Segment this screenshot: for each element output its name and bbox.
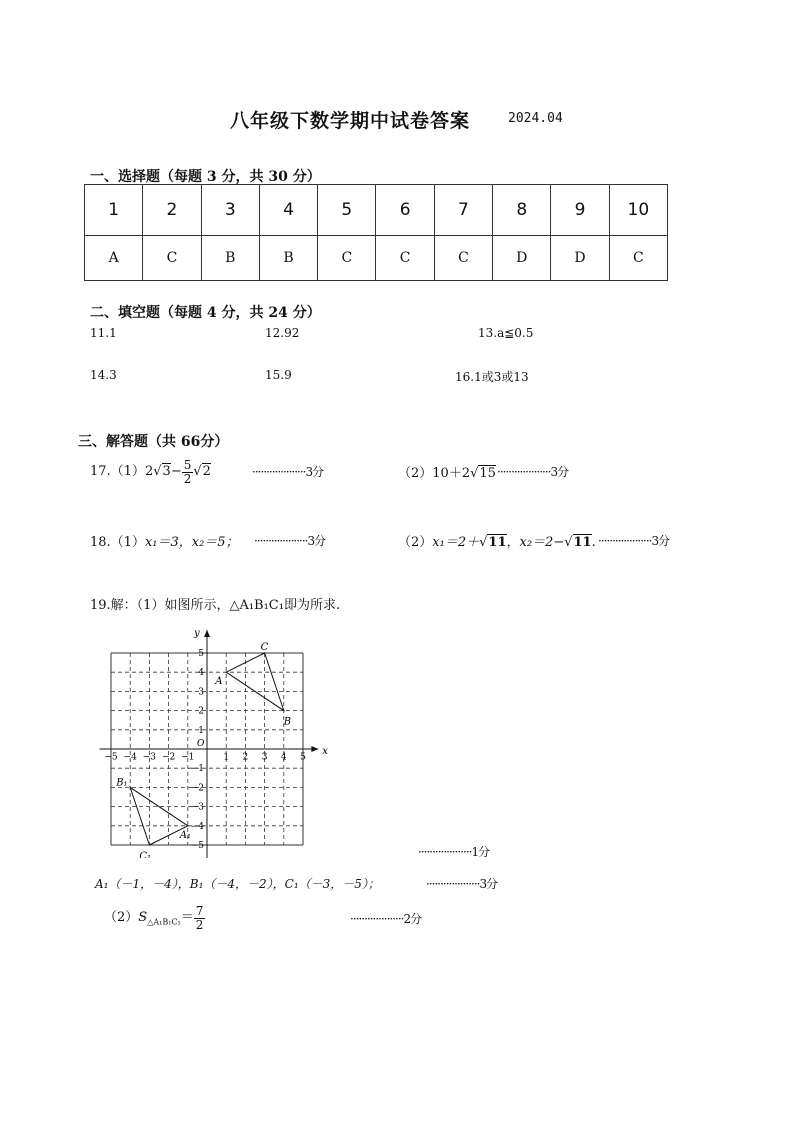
q17-part2-radicand: 15	[479, 466, 496, 481]
x-tick-label: 2	[242, 752, 249, 763]
section1-heading: 一、选择题（每题 3 分，共 30 分）	[90, 169, 321, 185]
question-number: 2	[143, 185, 201, 236]
x-tick-label: 3	[261, 752, 268, 763]
q17-part1: 17.（1）2√3− $\frac{5}{2}$ √2	[90, 457, 211, 486]
question-number: 8	[493, 185, 551, 236]
q19-intro: 19.解：（1）如图所示，△A₁B₁C₁即为所求.	[90, 598, 341, 613]
y-tick-label: −4	[190, 821, 204, 832]
q18-part1	[90, 531, 239, 550]
y-tick-label: −3	[190, 802, 204, 813]
answer-choice: D	[493, 236, 551, 281]
q18-part2-radicand-b: 11	[573, 535, 592, 550]
graph-tick-labels	[104, 649, 306, 851]
q19-coordinates: A₁（－1，－4），B₁（－4，－2），C₁（－3，－5）；	[95, 877, 380, 891]
question-number: 6	[376, 185, 434, 236]
origin-label: O	[197, 739, 205, 749]
answer-table-letters-row	[85, 236, 668, 281]
x-tick-label: 1	[223, 752, 230, 763]
q19-area-symbol: S	[138, 910, 148, 925]
q19-equals: ＝	[180, 910, 194, 925]
page-title: 八年级下数学期中试卷答案	[230, 110, 471, 132]
q17-part1-label: 17.（1）	[90, 464, 145, 479]
x-tick-label: −3	[142, 752, 157, 763]
answer-choice: C	[143, 236, 201, 281]
q18-part2-score: ···················3分	[598, 534, 670, 548]
y-tick-label: 1	[198, 725, 204, 736]
triangle-a1b1c1-vertex-label: A₁	[179, 829, 192, 841]
q18-part1-label: 18.（1）	[90, 535, 145, 550]
question-number: 1	[85, 185, 143, 236]
q17-radicand-2: 2	[202, 464, 211, 479]
y-tick-label: 5	[198, 649, 204, 659]
x-axis-arrow	[311, 746, 318, 752]
q17-part2: （2）10＋2√15	[398, 466, 496, 481]
question-number: 4	[259, 185, 317, 236]
q18-part2: （2）x₁＝2＋√11，x₂＝2−√11.	[398, 535, 596, 550]
fill-answer-15: 15.9	[265, 368, 292, 382]
y-axis-arrow	[204, 630, 210, 637]
x-axis-label: x	[322, 746, 328, 757]
y-tick-label: 2	[198, 706, 204, 717]
x-tick-label: −5	[104, 752, 118, 763]
triangle-abc-vertex-label: A	[215, 676, 223, 688]
y-tick-label: −2	[190, 783, 204, 794]
x-tick-label: −4	[123, 752, 137, 763]
answer-choice: C	[318, 236, 376, 281]
x-tick-label: 5	[300, 752, 306, 763]
q18-part2-radicand-a: 11	[488, 535, 507, 550]
question-number: 9	[551, 185, 609, 236]
q18-part1-expr: x₁＝3，x₂＝5；	[144, 535, 239, 550]
q19-part2	[104, 900, 205, 936]
q17-fraction	[182, 459, 194, 485]
x-tick-label: −2	[161, 752, 176, 763]
y-tick-label: −5	[190, 841, 204, 851]
section2-heading: 二、填空题（每题 4 分，共 24 分）	[90, 305, 321, 321]
question-number: 5	[318, 185, 376, 236]
q17-part1-score: ···················3分	[252, 465, 324, 479]
q19-area-fraction	[194, 905, 206, 931]
y-axis-label: y	[194, 627, 200, 639]
question-number: 3	[201, 185, 259, 236]
section3-heading: 三、解答题（共 66分）	[78, 434, 229, 450]
q18-part1-score: ···················3分	[254, 534, 326, 548]
triangle-a1b1c1-vertex-label: C₁	[139, 851, 152, 858]
answer-choice: B	[259, 236, 317, 281]
q19-part2-score: ···················2分	[350, 912, 422, 926]
answer-choice: A	[85, 236, 143, 281]
fill-answer-11: 11.1	[90, 326, 117, 340]
q17-part2-expr: 10＋2	[432, 466, 471, 481]
x-tick-label: 4	[280, 752, 287, 763]
q18-part2-expr-a: x₁＝2＋	[432, 535, 480, 550]
q17-radicand-1: 3	[162, 464, 171, 479]
y-tick-label: −1	[190, 764, 204, 775]
answer-choice: C	[376, 236, 434, 281]
answer-choice: C	[609, 236, 667, 281]
q17-part2-label: （2）	[398, 466, 433, 481]
triangle-abc-vertex-label: C	[260, 642, 269, 653]
answer-choice: D	[551, 236, 609, 281]
fill-answer-16: 16.1或3或13	[455, 370, 529, 384]
q19-part2-label: （2）	[104, 910, 139, 925]
triangle-abc	[226, 653, 284, 711]
q19-coordinates-score: ···················3分	[426, 877, 498, 891]
q18-part2-label: （2）	[398, 535, 433, 550]
coordinate-graph	[90, 618, 340, 858]
answer-table-numbers-row	[85, 185, 668, 236]
fill-answer-13: 13.a≦0.5	[478, 326, 534, 340]
q18-part2-end: .	[591, 535, 596, 550]
q17-minus: −	[170, 464, 182, 479]
answer-choice: B	[201, 236, 259, 281]
x-tick-label: −1	[181, 752, 195, 763]
fill-answer-12: 12.92	[265, 326, 300, 340]
graph-axes	[99, 628, 328, 858]
q17-fraction-numerator: 5	[183, 457, 192, 472]
q18-part2-expr-b: ，x₂＝2−	[506, 535, 565, 550]
y-tick-label: 4	[198, 668, 204, 679]
question-number: 10	[609, 185, 667, 236]
question-number: 7	[434, 185, 492, 236]
q19-area-denominator: 2	[195, 917, 204, 932]
answer-choice: C	[434, 236, 492, 281]
q19-area-subscript: △A₁B₁C₁	[147, 917, 181, 927]
exam-date: 2024.04	[508, 111, 563, 126]
triangle-a1b1c1-vertex-label: B₁	[116, 777, 128, 789]
q17-coef: 2	[144, 464, 154, 479]
q17-part2-score: ···················3分	[497, 465, 569, 479]
q19-area-numerator: 7	[195, 903, 204, 918]
q19-graph-score: ···················1分	[418, 845, 490, 859]
answer-table	[84, 184, 668, 281]
y-tick-label: 3	[198, 687, 204, 698]
triangle-abc-vertex-label: B	[283, 716, 292, 728]
fill-answer-14: 14.3	[90, 368, 117, 382]
q17-fraction-denominator: 2	[183, 471, 192, 486]
